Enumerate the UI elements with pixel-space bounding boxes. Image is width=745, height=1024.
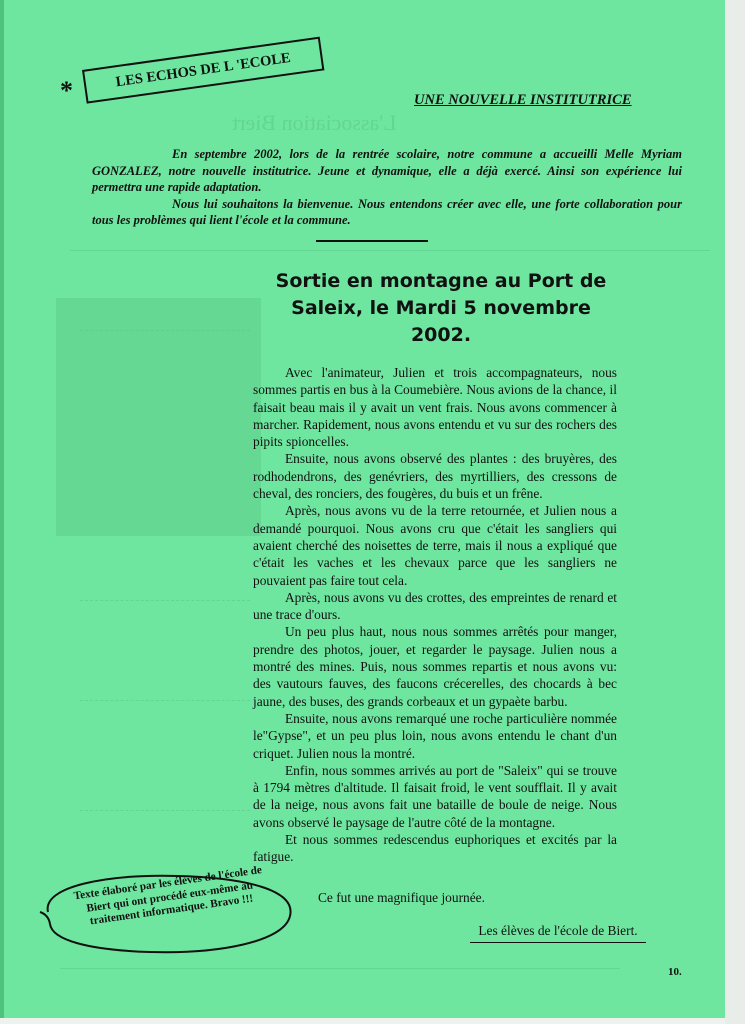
story-paragraph: Avec l'animateur, Julien et trois accompagnateurs, nous sommes partis en bus à la Coumebière. Nous avions de la chance, il faisait beau mais il y avait un vent frais. Nous avons commencer à marcher. Rapidement, nous avons entendu et vu sur des rochers des pipits spioncelles. (253, 365, 617, 450)
article-title: UNE NOUVELLE INSTITUTRICE (414, 92, 632, 108)
page-right-edge (725, 0, 745, 1024)
page-number: 10. (668, 966, 682, 978)
bleed-through-line (80, 810, 250, 812)
bleed-through-heading: L'association Biert (232, 110, 397, 135)
story-title: Sortie en montagne au Port de Saleix, le Mardi 5 novembre 2002. (275, 270, 607, 346)
bleed-through-line (80, 600, 250, 602)
bleed-through-line (80, 330, 250, 332)
story-body (253, 364, 617, 866)
intro-paragraph: Nous lui souhaitons la bienvenue. Nous entendons créer avec elle, une forte collaboration pour tous les problèmes qui lient l'école et la commune. (92, 196, 682, 227)
star-icon: * (60, 76, 73, 105)
story-closing: Ce fut une magnifique journée. (318, 890, 485, 905)
story-paragraph: Ensuite, nous avons remarqué une roche particulière nommée le"Gypse", et un peu plus loin, nous avons entendu le chant d'un criquet. Julien nous la montré. (253, 710, 617, 761)
bleed-through-line (80, 700, 250, 702)
bleed-through-line (60, 968, 620, 970)
story-signature: Les élèves de l'école de Biert. (470, 923, 646, 943)
story-paragraph: Ensuite, nous avons observé des plantes : des bruyères, des rodhodendrons, des genévriers, des myrtilliers, des cressons de cheval, des ronciers, des fougères, du buis et un frêne. (253, 451, 617, 502)
story-paragraph: Après, nous avons vu des crottes, des empreintes de renard et une trace d'ours. (253, 589, 617, 623)
divider (316, 240, 428, 242)
section-label: LES ECHOS DE L 'ECOLE (82, 37, 324, 104)
story-paragraph: Enfin, nous sommes arrivés au port de "Saleix" qui se trouve à 1794 mètres d'altitude. Il faisait froid, le vent soufflait. Il y avait de la neige, nous avons fait une bataille de boule de neige. Nous avons observé le paysage de l'autre côté de la montagne. (253, 762, 617, 830)
page-left-edge (0, 0, 4, 1018)
story-paragraph: Et nous sommes redescendus euphoriques et excités par la fatigue. (253, 832, 617, 865)
bleed-through-photo (56, 298, 261, 536)
intro-text (92, 146, 682, 229)
story-paragraph: Un peu plus haut, nous nous sommes arrêtés pour manger, prendre des photos, jouer, et regarder le paysage. Julien nous a montré des mines. Puis, nous sommes repartis et nous avons vu: des vautours fauves, des faucons crécerelles, des chocards à bec jaune, des buses, des grands corbeaux et un gypaète barbu. (253, 624, 617, 709)
story-paragraph: Après, nous avons vu de la terre retournée, et Julien nous a demandé pourquoi. Nous avons cru que c'était les sangliers qui avaient cherché des noisettes de terre, mais il nous a expliqué que c'était les vaches et les chevaux parce que les sangliers ne pouvaient pas faire tout cela. (253, 503, 617, 588)
note-text: Texte élaboré par les élèves de l'école de Biert qui ont procédé eux-même au traitement informatique. Bravo !!! (72, 864, 263, 928)
intro-paragraph: En septembre 2002, lors de la rentrée scolaire, notre commune a accueilli Melle Myriam GONZALEZ, notre nouvelle institutrice. Jeune et dynamique, elle a déjà exercé. Ainsi son expérience lui permettra une rapide adaptation. (92, 147, 682, 194)
